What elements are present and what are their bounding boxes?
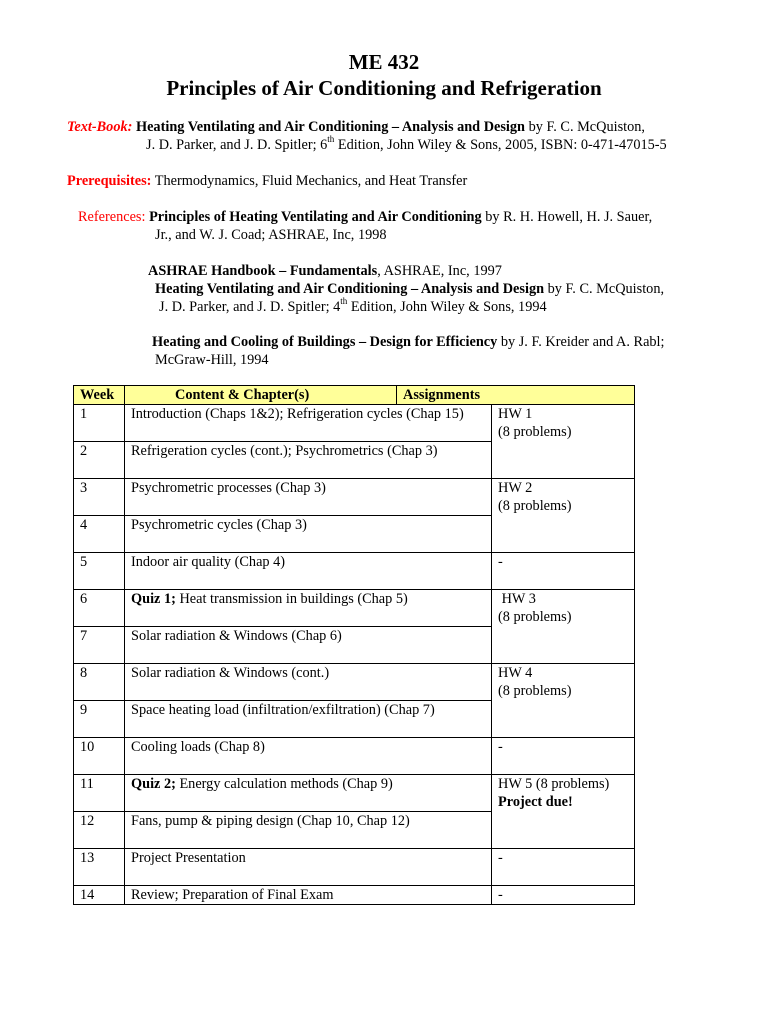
week-cell: 3	[74, 479, 125, 516]
table-row	[74, 479, 635, 516]
content-cell: Refrigeration cycles (cont.); Psychrometrics (Chap 3)	[125, 442, 492, 479]
prerequisites-label: Prerequisites:	[67, 173, 152, 189]
table-row	[74, 590, 635, 627]
textbook-line-1	[67, 118, 645, 136]
header-week: Week	[74, 386, 125, 405]
week-cell: 1	[74, 405, 125, 442]
week-cell: 2	[74, 442, 125, 479]
content-cell: Fans, pump & piping design (Chap 10, Chap 12)	[125, 812, 492, 849]
textbook-label: Text-Book:	[67, 119, 133, 135]
assignment-cell: HW 3 (8 problems)	[492, 590, 635, 664]
table-row	[74, 664, 635, 701]
content-cell: Psychrometric cycles (Chap 3)	[125, 516, 492, 553]
reference-4-title: Heating and Cooling of Buildings – Design for Efficiency	[152, 334, 498, 350]
reference-3-line-2	[159, 298, 547, 316]
assignment-cell: HW 2 (8 problems)	[492, 479, 635, 553]
table-row	[74, 553, 635, 590]
reference-1-title: Principles of Heating Ventilating and Air Conditioning	[149, 209, 482, 225]
quiz-label: Quiz 1;	[131, 591, 176, 607]
assignment-cell: HW 1 (8 problems)	[492, 405, 635, 479]
reference-2-publisher: , ASHRAE, Inc, 1997	[377, 263, 502, 279]
content-cell: Review; Preparation of Final Exam	[125, 886, 492, 905]
reference-2	[148, 262, 502, 280]
reference-3-title: Heating Ventilating and Air Conditioning – Analysis and Design	[155, 281, 545, 297]
textbook-edition-sup: th	[327, 134, 335, 145]
table-row	[74, 886, 635, 905]
reference-3-edition-sup: th	[340, 296, 348, 307]
week-cell: 10	[74, 738, 125, 775]
content-cell: Quiz 1; Heat transmission in buildings (Chap 5)	[125, 590, 492, 627]
project-due-label: Project due!	[498, 794, 573, 810]
textbook-line2-text: J. D. Parker, and J. D. Spitler; 6	[146, 137, 328, 153]
course-code: ME 432	[348, 50, 420, 74]
week-cell: 7	[74, 627, 125, 664]
content-cell: Cooling loads (Chap 8)	[125, 738, 492, 775]
schedule-table	[73, 385, 635, 905]
content-cell: Project Presentation	[125, 849, 492, 886]
assignment-cell: -	[492, 849, 635, 886]
reference-3-line-1	[155, 280, 664, 298]
reference-3-authors: by F. C. McQuiston,	[544, 281, 665, 297]
reference-1-line-2: Jr., and W. J. Coad; ASHRAE, Inc, 1998	[155, 227, 387, 243]
table-row	[74, 405, 635, 442]
content-cell: Space heating load (infiltration/exfiltration) (Chap 7)	[125, 701, 492, 738]
table-row	[74, 849, 635, 886]
week-cell: 9	[74, 701, 125, 738]
content-cell: Psychrometric processes (Chap 3)	[125, 479, 492, 516]
reference-1-authors: by R. H. Howell, H. J. Sauer,	[481, 209, 653, 225]
course-title: Principles of Air Conditioning and Refrigeration	[166, 76, 602, 100]
content-cell: Introduction (Chaps 1&2); Refrigeration cycles (Chap 15)	[125, 405, 492, 442]
week-cell: 8	[74, 664, 125, 701]
assignment-cell: HW 4 (8 problems)	[492, 664, 635, 738]
assignment-cell: HW 5 (8 problems) Project due!	[492, 775, 635, 849]
assignment-cell: -	[492, 886, 635, 905]
table-row	[74, 738, 635, 775]
content-cell: Solar radiation & Windows (Chap 6)	[125, 627, 492, 664]
content-cell: Indoor air quality (Chap 4)	[125, 553, 492, 590]
reference-3-publisher: Edition, John Wiley & Sons, 1994	[347, 299, 547, 315]
reference-4-authors: by J. F. Kreider and A. Rabl;	[497, 334, 665, 350]
week-cell: 13	[74, 849, 125, 886]
week-cell: 4	[74, 516, 125, 553]
prerequisites-line	[67, 172, 467, 190]
table-header-row	[74, 386, 635, 405]
header-content: Content & Chapter(s)	[125, 386, 397, 405]
assignment-cell: -	[492, 553, 635, 590]
content-cell: Solar radiation & Windows (cont.)	[125, 664, 492, 701]
references-label: References:	[78, 209, 146, 225]
week-cell: 6	[74, 590, 125, 627]
reference-1-line-1	[78, 208, 652, 226]
reference-2-title: ASHRAE Handbook – Fundamentals	[148, 263, 378, 279]
assignment-cell: -	[492, 738, 635, 775]
content-cell: Quiz 2; Energy calculation methods (Chap 9)	[125, 775, 492, 812]
reference-3-line2-text: J. D. Parker, and J. D. Spitler; 4	[159, 299, 341, 315]
week-cell: 5	[74, 553, 125, 590]
quiz-label: Quiz 2;	[131, 776, 176, 792]
week-cell: 14	[74, 886, 125, 905]
textbook-publisher: Edition, John Wiley & Sons, 2005, ISBN: 0-471-47015-5	[334, 137, 667, 153]
textbook-line-2	[146, 136, 667, 154]
header-assignments: Assignments	[397, 386, 635, 405]
week-cell: 11	[74, 775, 125, 812]
table-row	[74, 775, 635, 812]
textbook-title: Heating Ventilating and Air Conditioning – Analysis and Design	[135, 119, 526, 135]
textbook-authors: by F. C. McQuiston,	[525, 119, 646, 135]
prerequisites-text: Thermodynamics, Fluid Mechanics, and Heat Transfer	[151, 173, 468, 189]
week-cell: 12	[74, 812, 125, 849]
reference-4-line-2: McGraw-Hill, 1994	[155, 352, 269, 368]
reference-4-line-1	[152, 333, 665, 351]
